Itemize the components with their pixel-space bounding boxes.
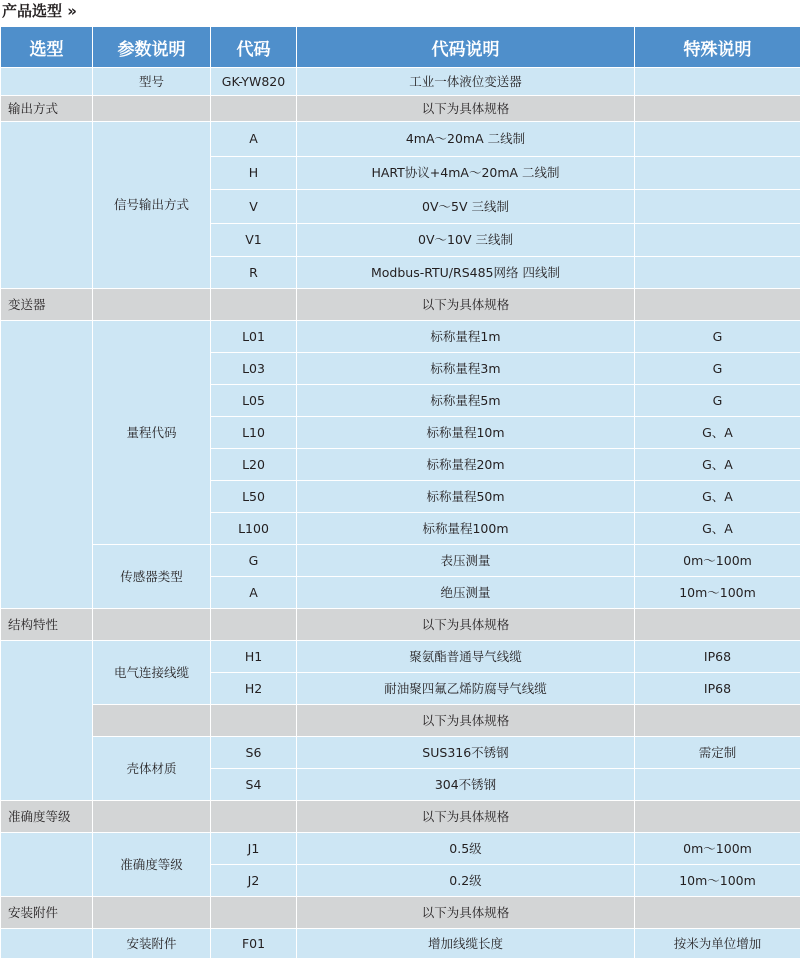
cell-code: L03	[211, 353, 297, 385]
cell-note: 按米为单位增加	[635, 929, 800, 959]
cell-desc: 标称量程5m	[297, 385, 635, 417]
cell-note: G、A	[635, 513, 800, 545]
cell-desc: 聚氨酯普通导气线缆	[297, 641, 635, 673]
cell-desc: 标称量程10m	[297, 417, 635, 449]
cell-desc: 4mA～20mA 二线制	[297, 122, 635, 157]
cell-desc: 标称量程3m	[297, 353, 635, 385]
cell-note: 0m～100m	[635, 833, 800, 865]
cell-note: G	[635, 321, 800, 353]
cell-desc: SUS316不锈钢	[297, 737, 635, 769]
cell-note: G、A	[635, 449, 800, 481]
cell-note	[635, 224, 800, 257]
section-label: 变送器	[1, 289, 93, 321]
cell-code: L10	[211, 417, 297, 449]
table-row	[1, 321, 800, 353]
header-param: 参数说明	[93, 27, 211, 68]
cell-code: L100	[211, 513, 297, 545]
cell-code: J2	[211, 865, 297, 897]
cell-desc: Modbus-RTU/RS485网络 四线制	[297, 257, 635, 289]
cell-empty	[1, 68, 93, 96]
spec-label: 以下为具体规格	[297, 897, 635, 929]
table-row	[1, 68, 800, 96]
cell-code: G	[211, 545, 297, 577]
cell-desc: 0.2级	[297, 865, 635, 897]
cell-desc: 标称量程50m	[297, 481, 635, 513]
cell-desc: 0.5级	[297, 833, 635, 865]
table-row	[1, 545, 800, 577]
cell-desc: 增加线缆长度	[297, 929, 635, 959]
cell-desc: 绝压测量	[297, 577, 635, 609]
cell-note: IP68	[635, 641, 800, 673]
table-row	[1, 737, 800, 769]
cell-note: 需定制	[635, 737, 800, 769]
cell-note	[635, 257, 800, 289]
cell-code: F01	[211, 929, 297, 959]
section-label: 准确度等级	[1, 801, 93, 833]
cell-code: A	[211, 122, 297, 157]
cell-param: 准确度等级	[93, 833, 211, 897]
cell-code: H	[211, 157, 297, 190]
header-special-note: 特殊说明	[635, 27, 800, 68]
cell-param: 安装附件	[93, 929, 211, 959]
cell-desc: HART协议+4mA～20mA 二线制	[297, 157, 635, 190]
header-row	[1, 27, 800, 68]
cell-desc: 标称量程20m	[297, 449, 635, 481]
cell-code: L05	[211, 385, 297, 417]
section-row	[1, 897, 800, 929]
cell-code: L50	[211, 481, 297, 513]
cell-note	[635, 769, 800, 801]
cell-note	[635, 190, 800, 224]
cell-note: IP68	[635, 673, 800, 705]
header-code-desc: 代码说明	[297, 27, 635, 68]
cell-code: R	[211, 257, 297, 289]
cell-code: V1	[211, 224, 297, 257]
cell-param: 传感器类型	[93, 545, 211, 609]
cell-note: G	[635, 385, 800, 417]
cell-code: A	[211, 577, 297, 609]
header-selection: 选型	[1, 27, 93, 68]
cell-param: 壳体材质	[93, 737, 211, 801]
cell-desc: 0V～5V 三线制	[297, 190, 635, 224]
cell-note: 0m～100m	[635, 545, 800, 577]
section-row	[1, 801, 800, 833]
table-row	[1, 122, 800, 157]
spec-label: 以下为具体规格	[297, 609, 635, 641]
cell-note: 10m～100m	[635, 577, 800, 609]
cell-code: L20	[211, 449, 297, 481]
spec-label: 以下为具体规格	[297, 801, 635, 833]
cell-note: G、A	[635, 417, 800, 449]
cell-code: GK-YW820	[211, 68, 297, 96]
header-code: 代码	[211, 27, 297, 68]
cell-code: V	[211, 190, 297, 224]
section-label: 安装附件	[1, 897, 93, 929]
cell-note	[635, 157, 800, 190]
selection-table	[0, 26, 800, 959]
cell-note	[635, 122, 800, 157]
cell-code: J1	[211, 833, 297, 865]
cell-param: 型号	[93, 68, 211, 96]
cell-code: S6	[211, 737, 297, 769]
cell-desc: 表压测量	[297, 545, 635, 577]
cell-code: S4	[211, 769, 297, 801]
cell-note	[635, 68, 800, 96]
cell-code: H1	[211, 641, 297, 673]
table-row	[1, 641, 800, 673]
cell-desc: 工业一体液位变送器	[297, 68, 635, 96]
spec-label: 以下为具体规格	[297, 289, 635, 321]
section-row	[1, 96, 800, 122]
section-row	[1, 705, 800, 737]
section-row	[1, 289, 800, 321]
table-row	[1, 929, 800, 959]
cell-desc: 耐油聚四氟乙烯防腐导气线缆	[297, 673, 635, 705]
cell-param: 电气连接线缆	[93, 641, 211, 705]
table-row	[1, 833, 800, 865]
cell-desc: 标称量程100m	[297, 513, 635, 545]
spec-label: 以下为具体规格	[297, 96, 635, 122]
cell-code: H2	[211, 673, 297, 705]
section-label: 输出方式	[1, 96, 93, 122]
cell-param: 信号输出方式	[93, 122, 211, 289]
page-title: 产品选型 »	[2, 2, 77, 20]
cell-param: 量程代码	[93, 321, 211, 545]
section-row	[1, 609, 800, 641]
spec-label: 以下为具体规格	[297, 705, 635, 737]
section-label: 结构特性	[1, 609, 93, 641]
cell-note: G、A	[635, 481, 800, 513]
cell-desc: 0V～10V 三线制	[297, 224, 635, 257]
cell-note: 10m～100m	[635, 865, 800, 897]
cell-desc: 标称量程1m	[297, 321, 635, 353]
cell-note: G	[635, 353, 800, 385]
cell-desc: 304不锈钢	[297, 769, 635, 801]
cell-code: L01	[211, 321, 297, 353]
